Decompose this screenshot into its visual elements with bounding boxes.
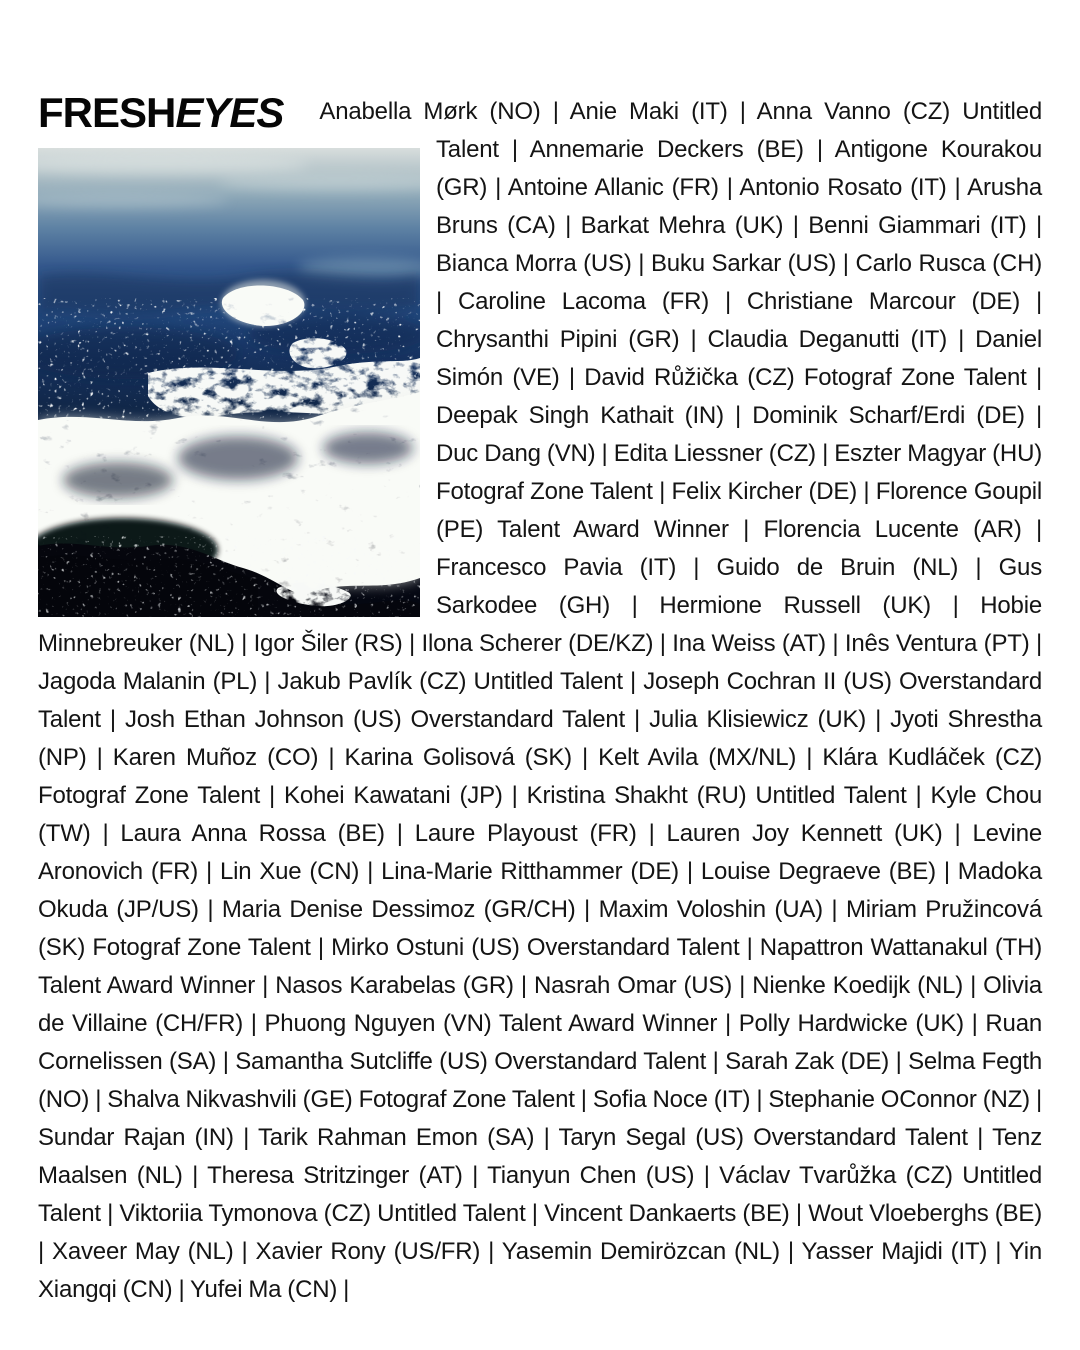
brand-logo-eyes: EYES [175, 89, 284, 136]
ocean-photo [38, 148, 420, 617]
brand-logo [38, 89, 284, 148]
brand-logo-fresh: FRESH [38, 89, 176, 136]
credits-list: Anabella Mørk (NO) | Anie Maki (IT) | Anna Vanno (CZ) Untitled Talent | Annemarie Deckers (BE) | Antigone Kourakou (GR) | Antoine Allanic (FR) | Antonio Rosato (IT) | Arusha Bruns (CA) | Barkat Mehra (UK) | Benni Giammari (IT) | Bianca Morra (US) | Buku Sarkar (US) | Carlo Rusca (CH) | Caroline Lacoma (FR) | Christiane Marcour (DE) | Chrysanthi Pipini (GR) | Claudia Deganutti (IT) | Daniel Simón (VE) | David Růžička (CZ) Fotograf Zone Talent | Deepak Singh Kathait (IN) | Dominik Scharf/Erdi (DE) | Duc Dang (VN) | Edita Liessner (CZ) | Eszter Magyar (HU) Fotograf Zone Talent | Felix Kircher (DE) | Florence Goupil (PE) Talent Award Winner | Florencia Lucente (AR) | Francesco Pavia (IT) | Guido de Bruin (NL) | Gus Sarkodee (GH) | Hermione Russell (UK) | Hobie Minnebreuker (NL) | Igor Šiler (RS) | Ilona Scherer (DE/KZ) | Ina Weiss (AT) | Inês Ventura (PT) | Jagoda Malanin (PL) | Jakub Pavlík (CZ) Untitled Talent | Joseph Cochran II (US) Overstandard Talent | Josh Ethan Johnson (US) Overstandard Talent | Julia Klisiewicz (UK) | Jyoti Shrestha (NP) | Karen Muñoz (CO) | Karina Golisová (SK) | Kelt Avila (MX/NL) | Klára Kudláček (CZ) Fotograf Zone Talent | Kohei Kawatani (JP) | Kristina Shakht (RU) Untitled Talent | Kyle Chou (TW) | Laura Anna Rossa (BE) | Laure Playoust (FR) | Lauren Joy Kennett (UK) | Levine Aronovich (FR) | Lin Xue (CN) | Lina-Marie Ritthammer (DE) | Louise Degraeve (BE) | Madoka Okuda (JP/US) | Maria Denise Dessimoz (GR/CH) | Maxim Voloshin (UA) | Miriam Pružincová (SK) Fotograf Zone Talent | Mirko Ostuni (US) Overstandard Talent | Napattron Wattanakul (TH) Talent Award Winner | Nasos Karabelas (GR) | Nasrah Omar (US) | Nienke Koedijk (NL) | Olivia de Villaine (CH/FR) | Phuong Nguyen (VN) Talent Award Winner | Polly Hardwicke (UK) | Ruan Cornelissen (SA) | Samantha Sutcliffe (US) Overstandard Talent | Sarah Zak (DE) | Selma Fegth (NO) | Shalva Nikvashvili (GE) Fotograf Zone Talent | Sofia Noce (IT) | Stephanie OConnor (NZ) | Sundar Rajan (IN) | Tarik Rahman Emon (SA) | Taryn Segal (US) Overstandard Talent | Tenz Maalsen (NL) | Theresa Stritzinger (AT) | Tianyun Chen (US) | Václav Tvarůžka (CZ) Untitled Talent | Viktoriia Tymonova (CZ) Untitled Talent | Vincent Dankaerts (BE) | Wout Vloeberghs (BE) | Xaveer May (NL) | Xavier Rony (US/FR) | Yasemin Demirözcan (NL) | Yasser Majidi (IT) | Yin Xiangqi (CN) | Yufei Ma (CN) | [38, 98, 1042, 1303]
